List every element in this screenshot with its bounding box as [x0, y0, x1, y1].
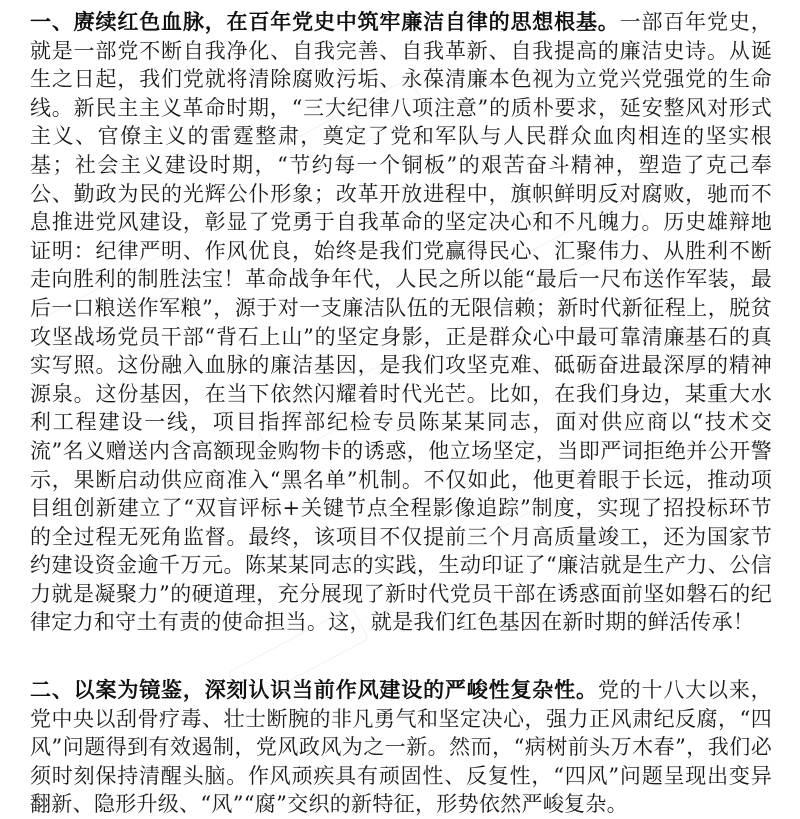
section-1-paragraph: [30, 8, 772, 637]
section-1-heading: 一、赓续红色血脉，在百年党史中筑牢廉洁自律的思想根基。: [30, 10, 620, 34]
section-1-body: 一部百年党史，就是一部党不断自我净化、自我完善、自我革新、自我提高的廉洁史诗。从诞生之日起，我们党就将清除腐败污垢、永葆清廉本色视为立党兴党强党的生命线。新民主主义革命时期，“三大纪律八项注意”的质朴要求，延安整风对形式主义、官僚主义的雷霆整肃，奠定了党和军队与人民群众血肉相连的坚实根基；社会主义建设时期，“节约每一个铜板”的艰苦奋斗精神，塑造了克己奉公、勤政为民的光辉公仆形象；改革开放进程中，旗帜鲜明反对腐败，驰而不息推进党风建设，彰显了党勇于自我革命的坚定决心和不凡魄力。历史雄辩地证明：纪律严明、作风优良，始终是我们党赢得民心、汇聚伟力、从胜利不断走向胜利的制胜法宝！革命战争年代，人民之所以能“最后一尺布送作军装，最后一口粮送作军粮”，源于对一支廉洁队伍的无限信赖；新时代新征程上，脱贫攻坚战场党员干部“背石上山”的坚定身影，正是群众心中最可靠清廉基石的真实写照。这份融入血脉的廉洁基因，是我们攻坚克难、砥砺奋进最深厚的精神源泉。这份基因，在当下依然闪耀着时代光芒。比如，在我们身边，某重大水利工程建设一线，项目指挥部纪检专员陈某某同志，面对供应商以“技术交流”名义赠送内含高额现金购物卡的诱惑，他立场坚定，当即严词拒绝并公开警示，果断启动供应商准入“黑名单”机制。不仅如此，他更着眼于长远，推动项目组创新建立了“双盲评标+关键节点全程影像追踪”制度，实现了招投标环节的全过程无死角监督。最终，该项目不仅提前三个月高质量竣工，还为国家节约建设资金逾千万元。陈某某同志的实践，生动印证了“廉洁就是生产力、公信力就是凝聚力”的硬道理，充分展现了新时代党员干部在诱惑面前坚如磐石的纪律定力和守土有责的使命担当。这，就是我们红色基因在新时期的鲜活传承！: [30, 10, 772, 635]
section-2-body: 党的十八大以来，党中央以刮骨疗毒、壮士断腕的非凡勇气和坚定决心，强力正风肃纪反腐，“四风”问题得到有效遏制，党风政风为之一新。然而，“病树前头万木春”，我们必须时刻保持清醒头脑。作风顽疾具有顽固性、反复性，“四风”问题呈现出变异翻新、隐形升级、“风”“腐”交织的新特征，形势依然严峻复杂。: [30, 678, 772, 817]
section-2-paragraph: [30, 676, 772, 819]
section-2-heading: 二、以案为镜鉴，深刻认识当前作风建设的严峻性复杂性。: [30, 678, 598, 702]
